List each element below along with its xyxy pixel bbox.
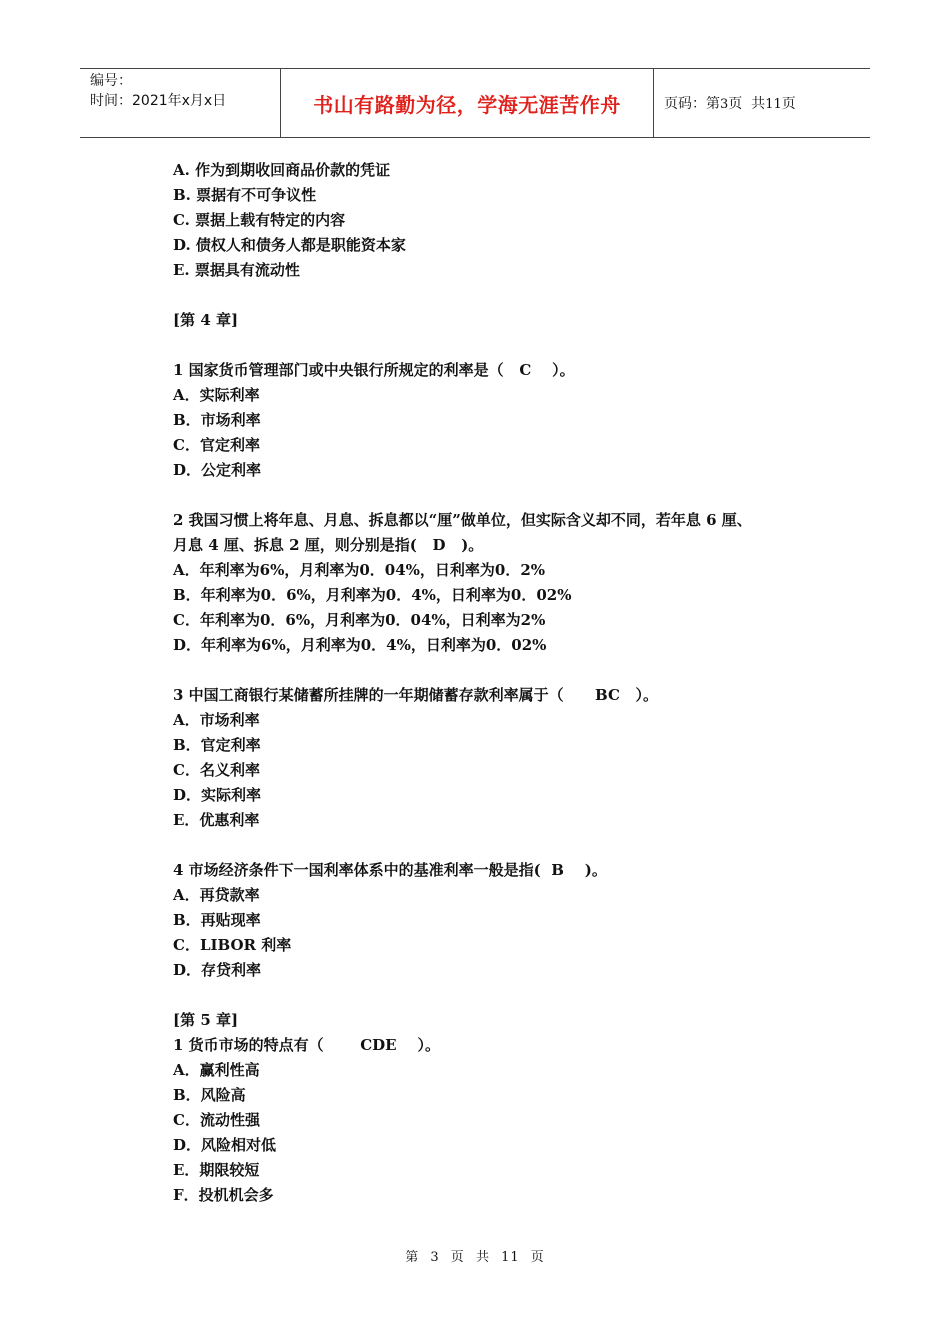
- document-time-label: 时间：2021年x月x日: [90, 93, 227, 109]
- question-text: 1 货币市场的特点有（ CDE ）。: [173, 1036, 440, 1054]
- option-line: B．年利率为0．6%，月利率为0．4%，日利率为0．02%: [173, 586, 572, 604]
- page-footer: [0, 1246, 950, 1265]
- footer-current-page: 3: [430, 1250, 440, 1265]
- option-line: D．公定利率: [173, 461, 262, 479]
- option-line: C．流动性强: [173, 1111, 260, 1129]
- question-text: 4 市场经济条件下一国利率体系中的基准利率一般是指( B )。: [173, 861, 607, 879]
- header-motto: 书山有路勤为径，学海无涯苦作舟: [313, 92, 621, 117]
- option-line: C．名义利率: [173, 761, 260, 779]
- page-current: 3: [720, 97, 729, 112]
- header-page-info: [654, 69, 870, 137]
- option-line: B．市场利率: [173, 411, 261, 429]
- option-line: A．再贷款率: [173, 886, 260, 904]
- question-text: 月息 4 厘、拆息 2 厘，则分别是指( D )。: [173, 536, 484, 554]
- option-line: B．再贴现率: [173, 911, 261, 929]
- option-line: D．年利率为6%，月利率为0．4%，日利率为0．02%: [173, 636, 547, 654]
- page-mid: 页 共: [728, 96, 766, 112]
- option-line: B．风险高: [173, 1086, 246, 1104]
- option-line: A. 作为到期收回商品价款的凭证: [173, 161, 391, 179]
- chapter-heading: [第 5 章]: [173, 1011, 239, 1029]
- option-line: D. 债权人和债务人都是职能资本家: [173, 236, 406, 254]
- option-line: A．赢利性高: [173, 1061, 260, 1079]
- option-line: B. 票据有不可争议性: [173, 186, 317, 204]
- option-line: C．年利率为0．6%，月利率为0．04%，日利率为2%: [173, 611, 546, 629]
- chapter-heading: [第 4 章]: [173, 311, 239, 329]
- footer-prefix: 第: [405, 1250, 420, 1265]
- option-line: E．期限较短: [173, 1161, 260, 1179]
- option-line: A．实际利率: [173, 386, 260, 404]
- option-line: C．官定利率: [173, 436, 260, 454]
- footer-total-word: 共: [475, 1250, 490, 1265]
- question-text: 1 国家货币管理部门或中央银行所规定的利率是（ C ）。: [173, 361, 575, 379]
- option-line: B．官定利率: [173, 736, 261, 754]
- page-header: [80, 68, 870, 138]
- footer-suffix: 页: [530, 1250, 545, 1265]
- document-body: [173, 158, 853, 1208]
- page-suffix: 页: [781, 96, 796, 112]
- option-line: F．投机机会多: [173, 1186, 274, 1204]
- option-line: E．优惠利率: [173, 811, 260, 829]
- document-number-label: 编号：: [90, 73, 132, 89]
- option-line: A．市场利率: [173, 711, 260, 729]
- option-line: D．风险相对低: [173, 1136, 277, 1154]
- page-prefix: 页码：第: [664, 96, 720, 112]
- question-text: 2 我国习惯上将年息、月息、拆息都以“厘”做单位，但实际含义却不同，若年息 6 厘、: [173, 511, 752, 529]
- option-line: E. 票据具有流动性: [173, 261, 300, 279]
- page-total: 11: [765, 97, 782, 112]
- option-line: C．LIBOR 利率: [173, 936, 292, 954]
- footer-page-word: 页: [450, 1250, 465, 1265]
- option-line: D．存贷利率: [173, 961, 262, 979]
- footer-total-pages: 11: [501, 1250, 520, 1265]
- option-line: A．年利率为6%，月利率为0．04%，日利率为0．2%: [173, 561, 546, 579]
- option-line: C. 票据上载有特定的内容: [173, 211, 346, 229]
- header-motto-cell: [281, 69, 654, 137]
- option-line: D．实际利率: [173, 786, 262, 804]
- header-meta: [80, 69, 281, 137]
- question-text: 3 中国工商银行某储蓄所挂牌的一年期储蓄存款利率属于（ BC ）。: [173, 686, 659, 704]
